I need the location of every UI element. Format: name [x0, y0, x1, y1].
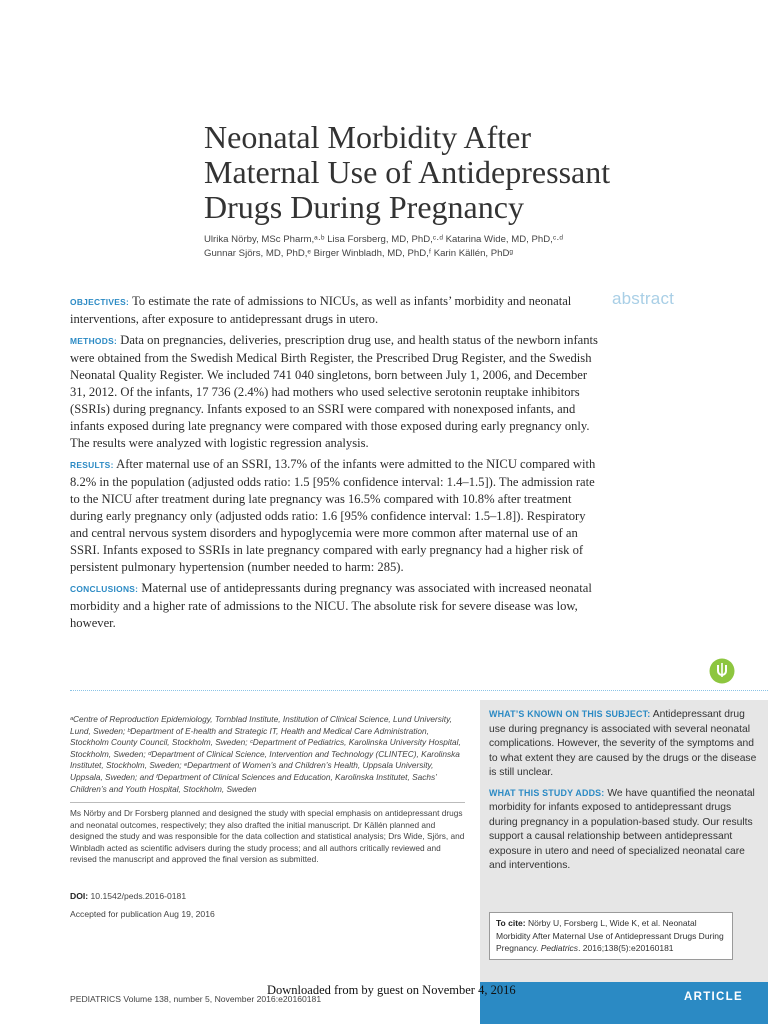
title-line-2: Maternal Use of Antidepressant	[204, 154, 611, 190]
conclusions-text: Maternal use of antidepressants during pregnancy was associated with increased neonatal morbidity and a higher rate of admissions to the NICU. The absolute risk for severe disease was low, however.	[70, 581, 592, 630]
abstract	[70, 293, 600, 636]
what-study-adds	[489, 786, 759, 874]
cite-label: To cite:	[496, 918, 526, 928]
title-line-1: Neonatal Morbidity After	[204, 119, 532, 155]
article-type-bar	[480, 982, 768, 1024]
article-title	[204, 120, 674, 225]
abstract-results	[70, 456, 600, 576]
objectives-text: To estimate the rate of admissions to NICUs, as well as infants’ morbidity and neonatal interventions, after exposure to antidepressant drugs in utero.	[70, 294, 572, 326]
authors-line-1: Ulrika Nörby, MSc Pharm,ᵃ·ᵇ Lisa Forsberg, MD, PhD,ᶜ·ᵈ Katarina Wide, MD, PhD,ᶜ·ᵈ	[204, 234, 564, 245]
methods-label: METHODS:	[70, 336, 118, 346]
download-watermark: Downloaded from by guest on November 4, 2016	[267, 983, 516, 997]
abstract-conclusions	[70, 580, 600, 632]
journal-footer: PEDIATRICS Volume 138, number 5, November 2016:e20160181	[70, 994, 322, 1004]
whats-known-text: Antidepressant drug use during pregnancy is associated with several neonatal complications. However, the severity of the symptoms and to what extent they are caused by the drugs or the disease is still unclear.	[489, 709, 757, 778]
methods-text: Data on pregnancies, deliveries, prescription drug use, and health status of the newborn infants were obtained from the Swedish Medical Birth Register, the Prescribed Drug Register, and the Swedish Neonatal Quality Register. We included 741 040 singletons, born between July 1, 2006, and December 31, 2012. Of the infants, 17 736 (2.4%) had mothers who used selective serotonin reuptake inhibitors (SSRIs) during pregnancy. Infants exposed to an SSRI were compared with nonexposed infants, and infants exposed during late pregnancy were compared with those exposed during early pregnancy only. The results were analyzed with logistic regression analysis.	[70, 333, 598, 450]
cite-journal: Pediatrics	[540, 943, 579, 953]
author-list	[204, 233, 624, 261]
whats-known-label: WHAT’S KNOWN ON THIS SUBJECT:	[489, 709, 651, 719]
whats-known	[489, 707, 759, 781]
study-adds-label: WHAT THIS STUDY ADDS:	[489, 787, 605, 798]
results-label: RESULTS:	[70, 460, 114, 470]
citation-box	[489, 912, 733, 960]
section-divider	[70, 690, 768, 691]
cite-text: Nörby U, Forsberg L, Wide K, et al. Neonatal Morbidity After Maternal Use of Antidepressant Drugs During Pregnancy.	[496, 918, 724, 953]
doi	[70, 891, 186, 901]
accepted-date: Accepted for publication Aug 19, 2016	[70, 909, 215, 919]
author-contributions: Ms Nörby and Dr Forsberg planned and designed the study with special emphasis on antidepressant drugs and neonatal outcomes, respectively; they also drafted the initial manuscript. Dr Källén planned and designed the study and was responsible for the data collection and statistical analysis; Drs Wide, Sjörs, and Winbladh acted as scientific advisers during the study process; and all authors critically reviewed and revised the manuscript and approved the final version as submitted.	[70, 808, 465, 865]
doi-label: DOI:	[70, 891, 89, 901]
article-type-label: ARTICLE	[684, 991, 743, 1003]
study-adds-text: We have quantified the neonatal morbidity for infants exposed to antidepressant drugs during pregnancy in a population-based study. Our results support a causal relationship between antidepressant exposure in utero and need of specialized neonatal care and interventions.	[489, 787, 755, 871]
doi-value[interactable]: 10.1542/peds.2016-0181	[88, 891, 187, 901]
results-text: After maternal use of an SSRI, 13.7% of the infants were admitted to the NICU compared with 8.2% in the population (adjusted odds ratio: 1.5 [95% confidence interval: 1.4–1.5]). The admission rate to the NICU after treatment during late pregnancy was 16.5% compared with 10.8% after treatment during early pregnancy only (adjusted odds ratio: 1.6 [95% confidence interval: 1.5–1.8]). Respiratory and central nervous system disorders and hypoglycemia were more common after maternal use of an SSRI. Infants exposed to SSRIs in late pregnancy compared with early pregnancy had a higher risk of persistent pulmonary hypertension (number needed to harm: 285).	[70, 457, 596, 574]
affiliations: ᵃCentre of Reproduction Epidemiology, Tornblad Institute, Institution of Clinical Science, Lund University, Lund, Sweden; ᵇDepartment of E-health and Strategic IT, Health and Medical Care Administration, Stockholm County Council, Stockholm, Sweden; ᶜDepartment of Pediatrics, Karolinska University Hospital, Stockholm, Sweden; ᵈDepartment of Clinical Science, Intervention and Technology (CLINTEC), Karolinska Institutet, Stockholm, Sweden; ᵉDepartment of Women’s and Children’s Health, Uppsala University, Uppsala, Sweden; and ᶠDepartment of Clinical Sciences and Education, Karolinska Institutet, Sachs’ Children’s and Youth Hospital, Stockholm, Sweden	[70, 714, 461, 794]
summary-sidebar-text	[489, 707, 759, 879]
authors-line-2: Gunnar Sjörs, MD, PhD,ᵉ Birger Winbladh, MD, PhD,ᶠ Karin Källén, PhDᵍ	[204, 248, 514, 259]
title-line-3: Drugs During Pregnancy	[204, 189, 524, 225]
open-access-logo-icon	[709, 658, 735, 684]
cite-ref: . 2016;138(5):e20160181	[578, 943, 674, 953]
abstract-tag: abstract	[612, 289, 675, 308]
objectives-label: OBJECTIVES:	[70, 297, 130, 307]
abstract-objectives	[70, 293, 600, 328]
conclusions-label: CONCLUSIONS:	[70, 584, 139, 594]
abstract-methods	[70, 332, 600, 452]
contributions-divider	[70, 802, 465, 803]
